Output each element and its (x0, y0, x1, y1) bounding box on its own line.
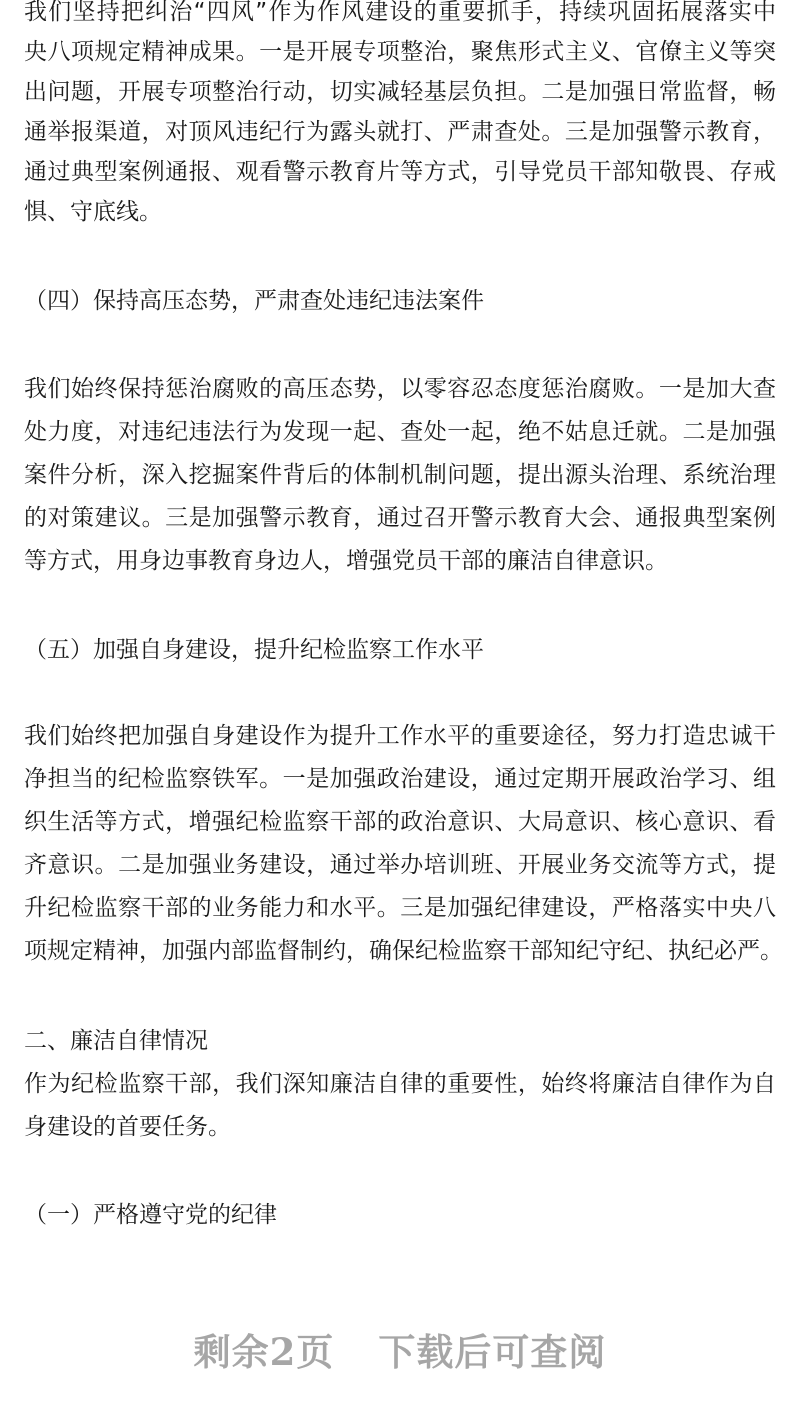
download-prompt[interactable] (0, 1322, 800, 1376)
text-line: 的对策建议。三是加强警示教育，通过召开警示教育大会、通报典型案例 (24, 505, 776, 531)
text-line: 净担当的纪检监察铁军。一是加强政治建设，通过定期开展政治学习、组 (24, 766, 776, 792)
text-line: 齐意识。二是加强业务建设，通过举办培训班、开展业务交流等方式，提 (24, 852, 776, 878)
section-title: 二、廉洁自律情况 (24, 1028, 208, 1054)
text-line: 我们始终把加强自身建设作为提升工作水平的重要途径，努力打造忠诚干 (24, 723, 776, 749)
text-line: 案件分析，深入挖掘案件背后的体制机制问题，提出源头治理、系统治理 (24, 462, 776, 488)
text-line: 我们始终保持惩治腐败的高压态势，以零容忍态度惩治腐败。一是加大查 (24, 376, 776, 402)
text-line: 身建设的首要任务。 (24, 1114, 231, 1140)
text-line: 等方式，用身边事教育身边人，增强党员干部的廉洁自律意识。 (24, 548, 668, 574)
paragraph-self-building (24, 715, 783, 973)
heading-text: （一）严格遵守党的纪律 (24, 1202, 277, 1228)
heading-subsection-1 (24, 1194, 776, 1237)
text-line: 项规定精神，加强内部监督制约，确保纪检监察干部知纪守纪、执纪必严。 (24, 938, 783, 964)
text-line: 通举报渠道，对顶风违纪行为露头就打、严肃查处。三是加强警示教育， (24, 119, 776, 145)
text-line: 惧、守底线。 (24, 199, 162, 225)
paragraph-style-work (24, 0, 776, 232)
heading-text: （五）加强自身建设，提升纪检监察工作水平 (24, 637, 484, 663)
text-line: 作为纪检监察干部，我们深知廉洁自律的重要性，始终将廉洁自律作为自 (24, 1071, 776, 1097)
text-line: 织生活等方式，增强纪检监察干部的政治意识、大局意识、核心意识、看 (24, 809, 776, 835)
heading-text: （四）保持高压态势，严肃查处违纪违法案件 (24, 288, 484, 314)
heading-section-4 (24, 280, 776, 323)
section-integrity (24, 1020, 776, 1149)
text-line: 处力度，对违纪违法行为发现一起、查处一起，绝不姑息迁就。二是加强 (24, 419, 776, 445)
text-line: 通过典型案例通报、观看警示教育片等方式，引导党员干部知敬畏、存戒 (24, 159, 776, 185)
text-line: 央八项规定精神成果。一是开展专项整治，聚焦形式主义、官僚主义等突 (24, 39, 776, 65)
heading-section-5 (24, 629, 776, 672)
text-line: 出问题，开展专项整治行动，切实减轻基层负担。二是加强日常监督，畅 (24, 79, 776, 105)
remaining-pages-label: 剩余2页 (193, 1330, 335, 1374)
text-line: 升纪检监察干部的业务能力和水平。三是加强纪律建设，严格落实中央八 (24, 895, 776, 921)
text-line: 我们坚持把纠治“四风”作为作风建设的重要抓手，持续巩固拓展落实中 (24, 0, 776, 25)
paragraph-anti-corruption (24, 368, 776, 583)
download-to-view-label[interactable]: 下载后可查阅 (378, 1330, 607, 1374)
